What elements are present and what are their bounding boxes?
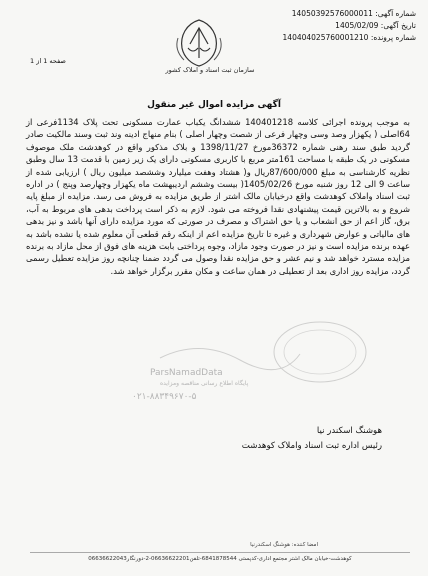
file-number: شماره پرونده: 140404025760001210 <box>282 33 416 42</box>
ad-number: شماره آگهی: 14050392576000011 <box>291 9 416 18</box>
page-number: صفحه 1 از 1 <box>30 57 66 65</box>
signature-block <box>242 424 382 454</box>
header-meta <box>283 8 416 44</box>
organization-caption: سازمان ثبت اسناد و املاک کشور <box>165 66 255 74</box>
page-title: آگهی مزایده اموال غیر منقول <box>147 100 281 110</box>
footer-address: کوهدشت-خیابان مالک اشتر مجتمع اداری-کدپستی 6841878544-تلفن06636622201-2-دورنگار06636622043 <box>30 552 410 562</box>
signer-name: هوشنگ اسکندر نیا <box>316 426 382 436</box>
notice-body: به موجب پرونده اجرائی کلاسه 140401218 ششدانگ یکباب عمارت مسکونی تحت پلاک 1134فرعی از 64اصلی ( یکهزار وصد وسی وچهار فرعی از شصت وچهار اصلی ) بنام منهاج ادینه وند ثبت وسند مالکیت صادر گردید طبق سند رهنی شماره 36372مورخ 1398/11/27 و بلاک مذکور واقع در کوهدشت ملک موصوف مسکونی در یک طبقه با مساحت 161متر مربع با کاربری مسکونی دارای یک زیر زمین با قدمت 13 سال وطبق نظریه کارشناسی به مبلغ 87/600/000ریال و( هشتاد وهفت میلیارد وششصد میلیون ریال ) ارزیابی شده از ساعت 9 الی 12 روز شنبه مورخ 1405/02/26( بیست وششم اردیبهشت ماه یکهزار وچهارصد وپنج ) در اداره ثبت اسناد واملاک کوهدشت واقع درخیابان مالک اشتر از طریق مزایده به فروش می رسد. مزایده از مبلغ پایه شروع و به بالاترین قیمت پیشنهادی نقدا فروخته می شود. لازم به ذکر است پرداخت بدهی های مربوط به آب، برق، گاز اعم از حق انشعاب و یا حق اشتراک و مصرف در صورتی که مورد مزایده دارای آنها باشد و نیز بدهی های مالیاتی و عوارض شهرداری و غیره تا تاریخ مزایده اعم از اینکه رقم قطعی آن معلوم شده یا نشده باشد به عهده برنده مزایده است و نیز در صورت وجود مازاد، وجوه پرداختی بابت هزینه های فوق از محل مازاد به برنده مزایده مسترد خواهد شد و نیم عشر و حق مزایده نقدا وصول می گردد ضمنا چنانچه روز مزایده تعطیل رسمی گردد، مزایده روز اداری بعد از تعطیلی در همان ساعت و مکان مقرر برگزار خواهد شد. <box>26 117 411 276</box>
ad-date: تاریخ آگهی: 1405/02/09 <box>335 21 416 30</box>
watermark-phone: ۰۲۱-۸۸۳۴۹۶۷۰-۵ <box>132 392 197 402</box>
footer-signer: امضا کننده: هوشنگ اسکندرنیا <box>250 542 318 548</box>
signer-role: رئیس اداره ثبت اسناد واملاک کوهدشت <box>241 441 382 451</box>
watermark-line: پایگاه اطلاع رسانی مناقصه ومزایده <box>160 380 249 387</box>
watermark-brand: ParsNamadData <box>150 368 223 378</box>
judiciary-emblem-icon <box>168 14 230 74</box>
